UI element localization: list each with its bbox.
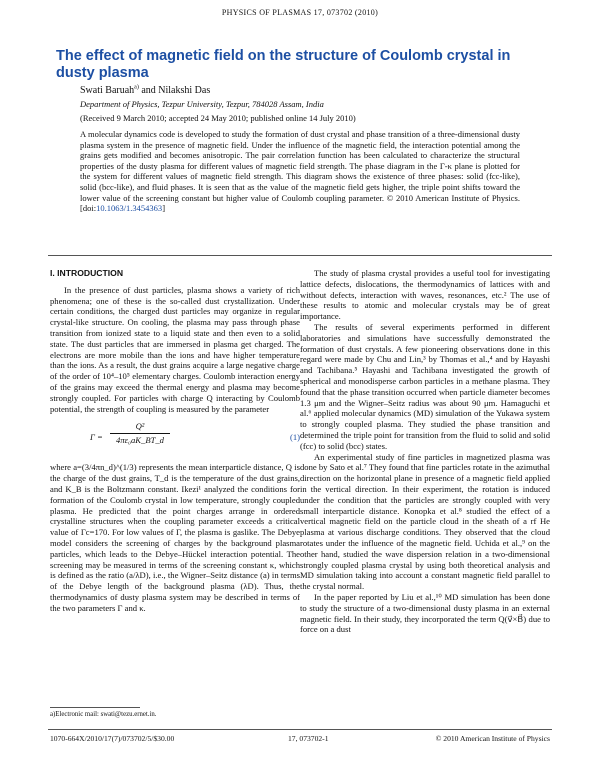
intro-paragraph-5: An experimental study of fine particles in magnetized plasma was done by Sato et al.⁷ They found that fine particles rotate in the azimuthal direction on the horizontal plane in presence of a magnetic field applied in the vertical direction. In their experiment, the rotation is induced under the condition that the particles are strongly coupled with very small interparticle distance. Konopka et al.⁸ studied the effect of a vertical magnetic field on the particle cloud in the sheath of a rf He plasma at various discharge conditions. They observed that the cloud rotates under the influence of the magnetic field. Uchida et al.,⁹ on the other hand, studied the wave dispersion relation in a two-dimensional strongly coupled plasma crystal by using both theoretical analysis and MD simulation taking into account a constant magnetic field parallel to the crystal normal. (300, 451, 550, 592)
authors (80, 85, 210, 96)
footer-left: 1070-664X/2010/17(7)/073702/5/$30.00 (50, 734, 175, 743)
footer-right: © 2010 American Institute of Physics (435, 734, 550, 743)
footnote-divider (50, 707, 140, 708)
equation-1 (50, 420, 300, 456)
received-dates: (Received 9 March 2010; accepted 24 May 2010; published online 14 July 2010) (80, 113, 356, 123)
section-heading: I. INTRODUCTION (50, 268, 124, 278)
author-2: and Nilakshi Das (138, 85, 211, 96)
equation-lhs: Γ = (90, 432, 103, 443)
doi-suffix: ] (162, 203, 166, 214)
intro-paragraph-3: The study of plasma crystal provides a useful tool for investigating lattice defects, dislocations, the thermodynamics of lattices with and without defects, interaction with waves, resonances, etc.² The use of these results to atomic and molecular crystals may be of great importance. (300, 268, 550, 322)
equation-fraction (110, 421, 170, 446)
author-1: Swati Baruah (80, 85, 135, 96)
equation-denominator: 4πε₀aK_BT_d (116, 435, 164, 446)
doi-prefix: [doi: (80, 203, 97, 214)
intro-paragraph-1: In the presence of dust particles, plasma shows a variety of rich phenomena; one of these is the so-called dust crystallization. Under certain conditions, the charged dust particles may organize in regular crystal-like structure. On cooling, the plasma may pass through phase transition from ionized state to a liquid state and then even to a solid state. The dust particles that are immersed in plasma get charged. The electrons are more mobile than the ions and have higher temperature than the ions. As a result, the dust grains acquire a large negative charge of the order of 10⁴–10⁵ elementary charges. Coulomb interaction energy of the grains may exceed the thermal energy and plasma may become strongly coupled. For particles with charge Q interacting by Coulomb potential, the strength of coupling is measured by the parameter (50, 284, 300, 414)
right-column (300, 268, 550, 635)
author-footnote-mark[interactable]: a) (134, 84, 139, 91)
affiliation: Department of Physics, Tezpur University, Tezpur, 784028 Assam, India (80, 99, 324, 109)
abstract (80, 129, 520, 214)
left-column (50, 268, 300, 614)
footer-divider (48, 729, 552, 730)
equation-number[interactable]: (1) (289, 432, 300, 443)
intro-paragraph-4: The results of several experiments performed in different laboratories and simulations have successfully demonstrated the formation of dust crystals. A few pioneering observations done in this regard were made by Chu and Lin,³ by Thomas et al.,⁴ and by Hayashi and Tachibana.⁵ Hayashi and Tachibana investigated the growth of spherical and monodisperse carbon particles in a methane plasma. They found that the phase transition occurred when particle diameter becomes 1.3 μm and the Wigner–Seitz radius was about 90 μm. Hamaguchi et al.⁶ applied molecular dynamics (MD) simulation of the Yukawa system to strongly coupled plasma. They studied the phase transition and determined the triple point for transition from the fluid to solid and solid (fcc) to solid (bcc) states. (300, 321, 550, 451)
intro-paragraph-6: In the paper reported by Liu et al.,¹⁰ MD simulation has been done to study the structure of a two-dimensional dusty plasma in an external magnetic field. In their study, they incorporated the term Q(v⃗×B⃗) due to force on a dust (300, 591, 550, 635)
article-title: The effect of magnetic field on the structure of Coulomb crystal in dusty plasma (56, 48, 511, 81)
footnote: a)Electronic mail: swati@tezu.ernet.in. (50, 711, 157, 718)
intro-paragraph-2: where a=(3/4πn_d)^(1/3) represents the mean interparticle distance, Q is the charge of the dust grains, T_d is the temperature of the dust grains, and K_B is the Boltzmann constant. Ikezi¹ analyzed the conditions for formation of the Coulomb crystal in low temperature, strongly coupled plasma. He predicted that the point charges arrange in ordered crystalline structures when the coupling parameter exceeds a critical value of Γc=170. For low values of Γ, the plasma is gaslike. The Debye model considers the screening of charges by the background plasma particles, which leads to the Debye–Hückel interaction potential. The screening may be measured in terms of the screening constant κ, which is defined as the ratio (a/λD), i.e., the Wigner–Seitz distance (a) in terms of the Debye length of the background plasma (λD). Thus, the thermodynamics of dusty plasma system may be described in terms of the two parameters Γ and κ. (50, 462, 300, 613)
abstract-text: A molecular dynamics code is developed to study the formation of dust crystal and phase transition of a three-dimensional dusty plasma system in the presence of magnetic field. Under the influence of the magnetic field, the interaction potential among the grains gets modified and becomes anisotropic. The pair correlation function has been calculated to characterize the structural properties of the dusty plasma for different values of magnetic field strength. The phase diagram in the Γ-κ plane is plotted for the system for different values of magnetic field strength. This diagram shows the existence of three phases: solid (fcc-like), solid (bcc-like), and fluid phases. It is seen that as the value of the magnetic field gets higher, the triple point shifts toward the lower value of the screening constant but higher value of Coulomb coupling parameter. © 2010 American Institute of Physics. (80, 129, 520, 203)
doi-link[interactable]: 10.1063/1.3454363 (96, 203, 163, 214)
equation-numerator: Q² (110, 421, 170, 434)
header-divider (48, 255, 552, 256)
page-number: 17, 073702-1 (288, 734, 329, 743)
running-head: PHYSICS OF PLASMAS 17, 073702 (2010) (221, 8, 379, 17)
